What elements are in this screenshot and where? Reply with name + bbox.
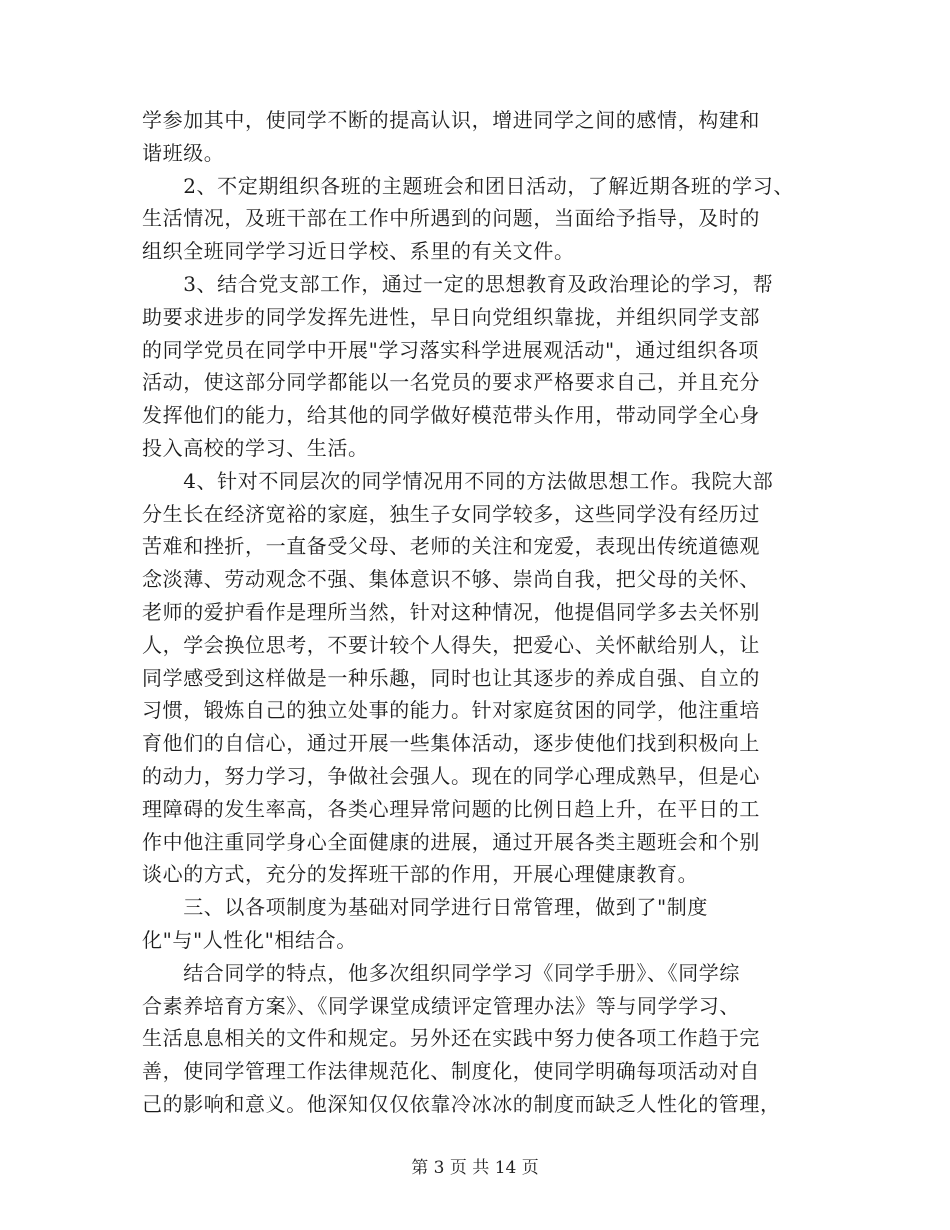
text-line: 谈心的方式，充分的发挥班干部的作用，开展心理健康教育。 xyxy=(142,862,699,887)
text-line: 生活情况，及班干部在工作中所遇到的问题，当面给予指导，及时的 xyxy=(142,206,760,231)
text-line: 理障碍的发生率高，各类心理异常问题的比例日趋上升，在平日的工 xyxy=(142,796,760,821)
text-line: 4、针对不同层次的同学情况用不同的方法做思想工作。我院大部 xyxy=(142,468,774,493)
text-line: 念淡薄、劳动观念不强、集体意识不够、崇尚自我，把父母的关怀、 xyxy=(142,567,760,592)
text-line: 化"与"人性化"相结合。 xyxy=(142,927,357,952)
text-line: 学参加其中，使同学不断的提高认识，增进同学之间的感情，构建和 xyxy=(142,108,760,132)
text-line: 活动，使这部分同学都能以一名党员的要求严格要求自己，并且充分 xyxy=(142,370,760,395)
text-line: 育他们的自信心，通过开展一些集体活动，逐步使他们找到积极向上 xyxy=(142,731,760,756)
text-line: 作中他注重同学身心全面健康的进展，通过开展各类主题班会和个别 xyxy=(142,829,760,854)
text-line: 2、不定期组织各班的主题班会和团日活动，了解近期各班的学习、 xyxy=(142,173,794,198)
page-number-footer: 第 3 页 共 14 页 xyxy=(411,1158,539,1178)
text-line: 老师的爱护看作是理所当然，针对这种情况，他提倡同学多去关怀别 xyxy=(142,599,760,624)
text-line: 结合同学的特点，他多次组织同学学习《同学手册》、《同学综 xyxy=(142,960,740,985)
text-line: 合素养培育方案》、《同学课堂成绩评定管理办法》等与同学学习、 xyxy=(142,993,740,1018)
body-text xyxy=(142,104,822,1121)
text-line: 三、以各项制度为基础对同学进行日常管理，做到了"制度 xyxy=(142,895,708,920)
text-line: 组织全班同学学习近日学校、系里的有关文件。 xyxy=(142,239,575,264)
text-line: 同学感受到这样做是一种乐趣，同时也让其逐步的养成自强、自立的 xyxy=(142,665,760,690)
text-line: 生活息息相关的文件和规定。另外还在实践中努力使各项工作趋于完 xyxy=(142,1026,760,1051)
text-line: 谐班级。 xyxy=(142,140,225,165)
text-line: 的动力，努力学习，争做社会强人。现在的同学心理成熟早，但是心 xyxy=(142,763,760,788)
text-line: 人，学会换位思考，不要计较个人得失，把爱心、关怀献给别人，让 xyxy=(142,632,760,657)
text-line: 投入高校的学习、生活。 xyxy=(142,435,369,460)
text-line: 善，使同学管理工作法律规范化、制度化，使同学明确每项活动对自 xyxy=(142,1059,760,1084)
text-line: 3、结合党支部工作，通过一定的思想教育及政治理论的学习，帮 xyxy=(142,271,774,296)
text-line: 习惯，锻炼自己的独立处事的能力。针对家庭贫困的同学，他注重培 xyxy=(142,698,760,723)
text-line: 发挥他们的能力，给其他的同学做好模范带头作用，带动同学全心身 xyxy=(142,403,760,428)
text-line: 助要求进步的同学发挥先进性，早日向党组织靠拢，并组织同学支部 xyxy=(142,304,760,329)
text-line: 己的影响和意义。他深知仅仅依靠冷冰冰的制度而缺乏人性化的管理， xyxy=(142,1091,781,1116)
text-line: 苦难和挫折，一直备受父母、老师的关注和宠爱，表现出传统道德观 xyxy=(142,534,760,559)
text-line: 的同学党员在同学中开展"学习落实科学进展观活动"，通过组织各项 xyxy=(142,337,759,362)
text-line: 分生长在经济宽裕的家庭，独生子女同学较多，这些同学没有经历过 xyxy=(142,501,760,526)
